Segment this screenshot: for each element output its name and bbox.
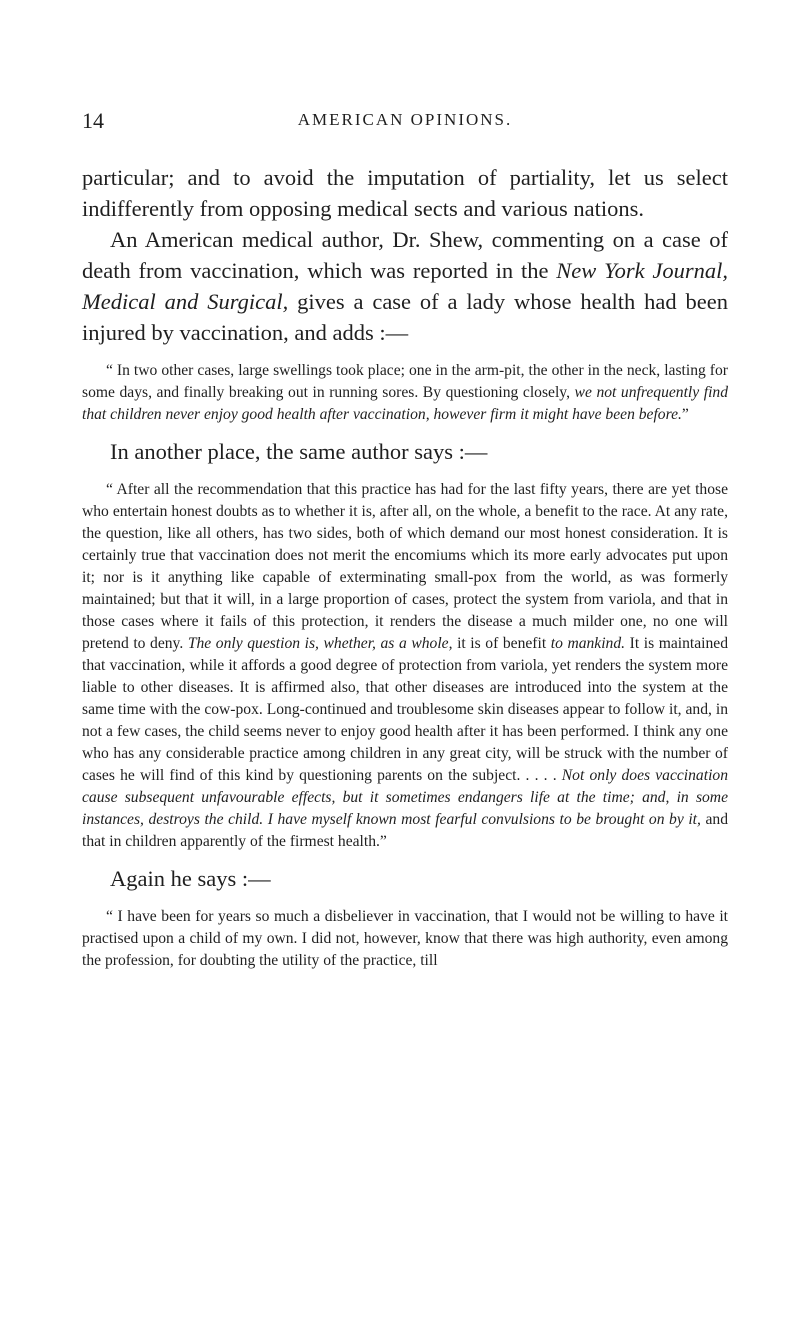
quotation-3: “ I have been for years so much a disbeliever in vaccination, that I would not be willing to have it practised upon a child of my own. I did not, however, know that there was high authority, even among the profession, for doubting the utility of the practice, till bbox=[82, 908, 728, 969]
quotation-2-text-c: It is maintained that vaccination, while it affords a good degree of protection from variola, yet renders the system more liable to other diseases. It is affirmed also, that other diseases are introduced into the system at the same time with the cow-pox. Long-continued and troublesome skin diseases appear to follow it, and, in not a few cases, the child seems never to enjoy good health after it has been performed. I think any one who has any considerable practice among children in any great city, will be struck with the number of cases he will find of this kind by questioning parents on the subject. . . . . bbox=[82, 635, 728, 784]
journal-title: New York Journal, Medical and Surgical, bbox=[82, 258, 729, 314]
paragraph-2-text-b: gives a case of a lady whose health had been injured by vaccination, and adds :— bbox=[82, 289, 728, 345]
paragraph-2 bbox=[82, 224, 728, 348]
page-content bbox=[82, 162, 728, 982]
quotation-2 bbox=[82, 479, 728, 853]
paragraph-4: Again he says :— bbox=[110, 866, 271, 891]
quotation-1-italic: we not unfrequently find that children never enjoy good health after vaccination, however firm it might have been before. bbox=[82, 384, 728, 423]
running-title: AMERICAN OPINIONS. bbox=[297, 110, 513, 129]
quotation-2-italic-3: Not only does vaccination cause subsequent unfavourable effects, but it sometimes endangers life at the time; and, in some instances, destroys the child. I have myself known most fearful convulsions to be brought on by it, bbox=[82, 767, 728, 828]
page-number: 14 bbox=[82, 108, 104, 133]
quotation-2-italic-2: to mankind. bbox=[550, 635, 626, 652]
paragraph-2-text-a: An American medical author, Dr. Shew, commenting on a case of death from vaccination, which was reported in the bbox=[82, 227, 728, 283]
quotation-1-text-a: “ In two other cases, large swellings took place; one in the arm-pit, the other in the neck, lasting for some days, and finally breaking out in running sores. By questioning closely, bbox=[82, 362, 728, 401]
running-head bbox=[82, 108, 728, 138]
paragraph-3: In another place, the same author says :— bbox=[110, 439, 488, 464]
quotation-2-text-d: and that in children apparently of the firmest health.” bbox=[82, 811, 728, 850]
quotation-2-italic-1: The only question is, whether, as a whole, bbox=[187, 635, 453, 652]
paragraph-1: particular; and to avoid the imputation of partiality, let us select indifferently from opposing medical sects and various nations. bbox=[82, 165, 728, 221]
quotation-2-text-a: “ After all the recommendation that this practice has had for the last fifty years, there are yet those who entertain honest doubts as to whether it is, after all, on the whole, a benefit to the race. At any rate, the question, like all others, has two sides, both of which demand our most honest consideration. It is certainly true that vaccination does not merit the encomiums which its more early advocates put upon it; nor is it anything like capable of exterminating small-pox from the world, as was formerly maintained; but that it will, in a large proportion of cases, protect the system from variola, and that in those cases where it fails of this protection, it renders the disease a much milder one, no one will pretend to deny. bbox=[82, 481, 728, 652]
quotation-2-text-b: it is of benefit bbox=[452, 635, 551, 652]
quotation-1 bbox=[82, 360, 728, 426]
quotation-1-text-b: ” bbox=[681, 406, 689, 423]
